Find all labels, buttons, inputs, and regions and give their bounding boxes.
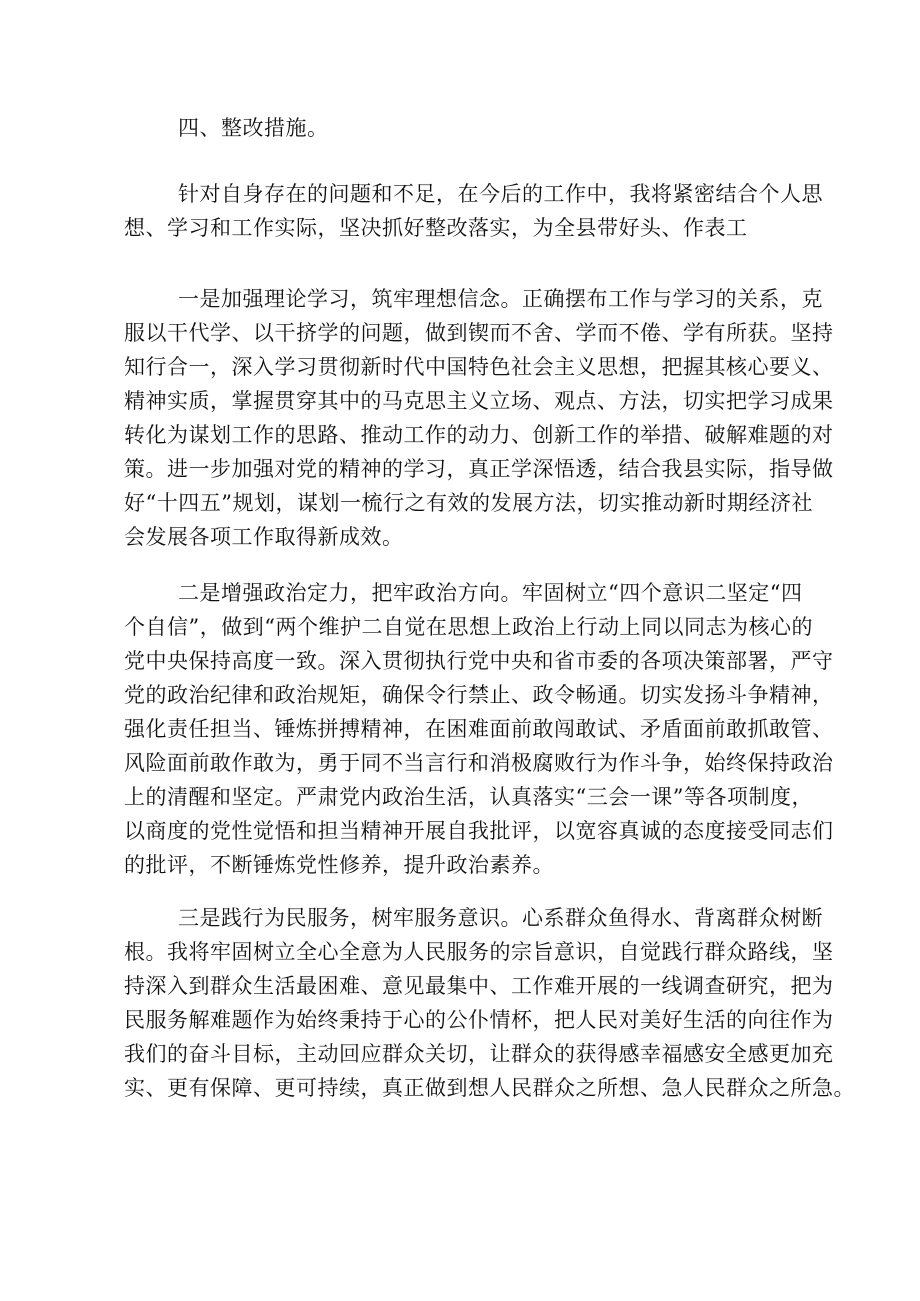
- section-heading: 四、整改措施。: [178, 116, 329, 140]
- paragraph-serve-people: [124, 901, 855, 1105]
- paragraph-line: 风险面前敢作敢为，勇于同不当言行和消极腐败行为作斗争，始终保持政治: [124, 751, 834, 775]
- paragraph-intro: [124, 177, 823, 245]
- paragraph-line: 精神实质，掌握贯穿其中的马克思主义立场、观点、方法，切实把学习成果: [124, 389, 834, 413]
- paragraph-line: 以商度的党性觉悟和担当精神开展自我批评，以宽容真诚的态度接受同志们: [124, 819, 834, 843]
- paragraph-line: 策。进一步加强对党的精神的学习，真正学深悟透，结合我县实际，指导做: [124, 457, 834, 481]
- paragraph-line: 一是加强理论学习，筑牢理想信念。正确摆布工作与学习的关系，克: [178, 287, 823, 311]
- paragraph-line: 上的清醒和坚定。严肃党内政治生活，认真落实“三会一课”等各项制度，: [124, 785, 813, 809]
- paragraph-line: 个自信”，做到“两个维护二自觉在思想上政治上行动上同以同志为核心的: [124, 615, 813, 639]
- paragraph-line: 民服务解难题作为始终秉持于心的公仆情杯，把人民对美好生活的向往作为: [124, 1008, 834, 1032]
- paragraph-line: 转化为谋划工作的思路、推动工作的动力、创新工作的举措、破解难题的对: [124, 423, 834, 447]
- paragraph-line: 知行合一，深入学习贯彻新时代中国特色社会主义思想，把握其核心要义、: [124, 355, 834, 379]
- paragraph-line: 想、学习和工作实际，坚决抓好整改落实，为全县带好头、作表工: [124, 216, 748, 240]
- paragraph-line: 持深入到群众生活最困难、意见最集中、工作难开展的一线调查研究，把为: [124, 974, 834, 998]
- paragraph-line: 二是增强政治定力，把牢政治方向。牢固树立“四个意识二坚定“四: [178, 581, 803, 605]
- paragraph-line: 三是践行为民服务，树牢服务意识。心系群众鱼得水、背离群众树断: [178, 906, 823, 930]
- paragraph-line: 服以干代学、以干挤学的问题，做到锲而不舍、学而不倦、学有所获。坚持: [124, 321, 834, 345]
- paragraph-line: 党的政治纪律和政治规矩，确保令行禁止、政令畅通。切实发扬斗争精神，: [124, 683, 834, 707]
- paragraph-line: 针对自身存在的问题和不足，在今后的工作中，我将紧密结合个人思: [178, 182, 823, 206]
- paragraph-line: 的批评，不断锤炼党性修养，提升政治素养。: [124, 853, 554, 877]
- paragraph-line: 好“十四五”规划，谋划一梳行之有效的发展方法，切实推动新时期经济社: [124, 491, 813, 515]
- paragraph-line: 我们的奋斗目标，主动回应群众关切，让群众的获得感幸福感安全感更加充: [124, 1042, 834, 1066]
- paragraph-line: 党中央保持高度一致。深入贯彻执行党中央和省市委的各项决策部署，严守: [124, 649, 834, 673]
- paragraph-line: 强化责任担当、锤炼拼搏精神，在困难面前敢闯敢试、矛盾面前敢抓敢管、: [124, 717, 834, 741]
- paragraph-political-direction: [124, 576, 834, 882]
- paragraph-theory-study: [124, 282, 834, 554]
- paragraph-line: 根。我将牢固树立全心全意为人民服务的宗旨意识，自觉践行群众路线，坚: [124, 940, 834, 964]
- paragraph-line: 会发展各项工作取得新成效。: [124, 525, 404, 549]
- paragraph-line: 实、更有保障、更可持续，真正做到想人民群众之所想、急人民群众之所急。: [124, 1076, 855, 1100]
